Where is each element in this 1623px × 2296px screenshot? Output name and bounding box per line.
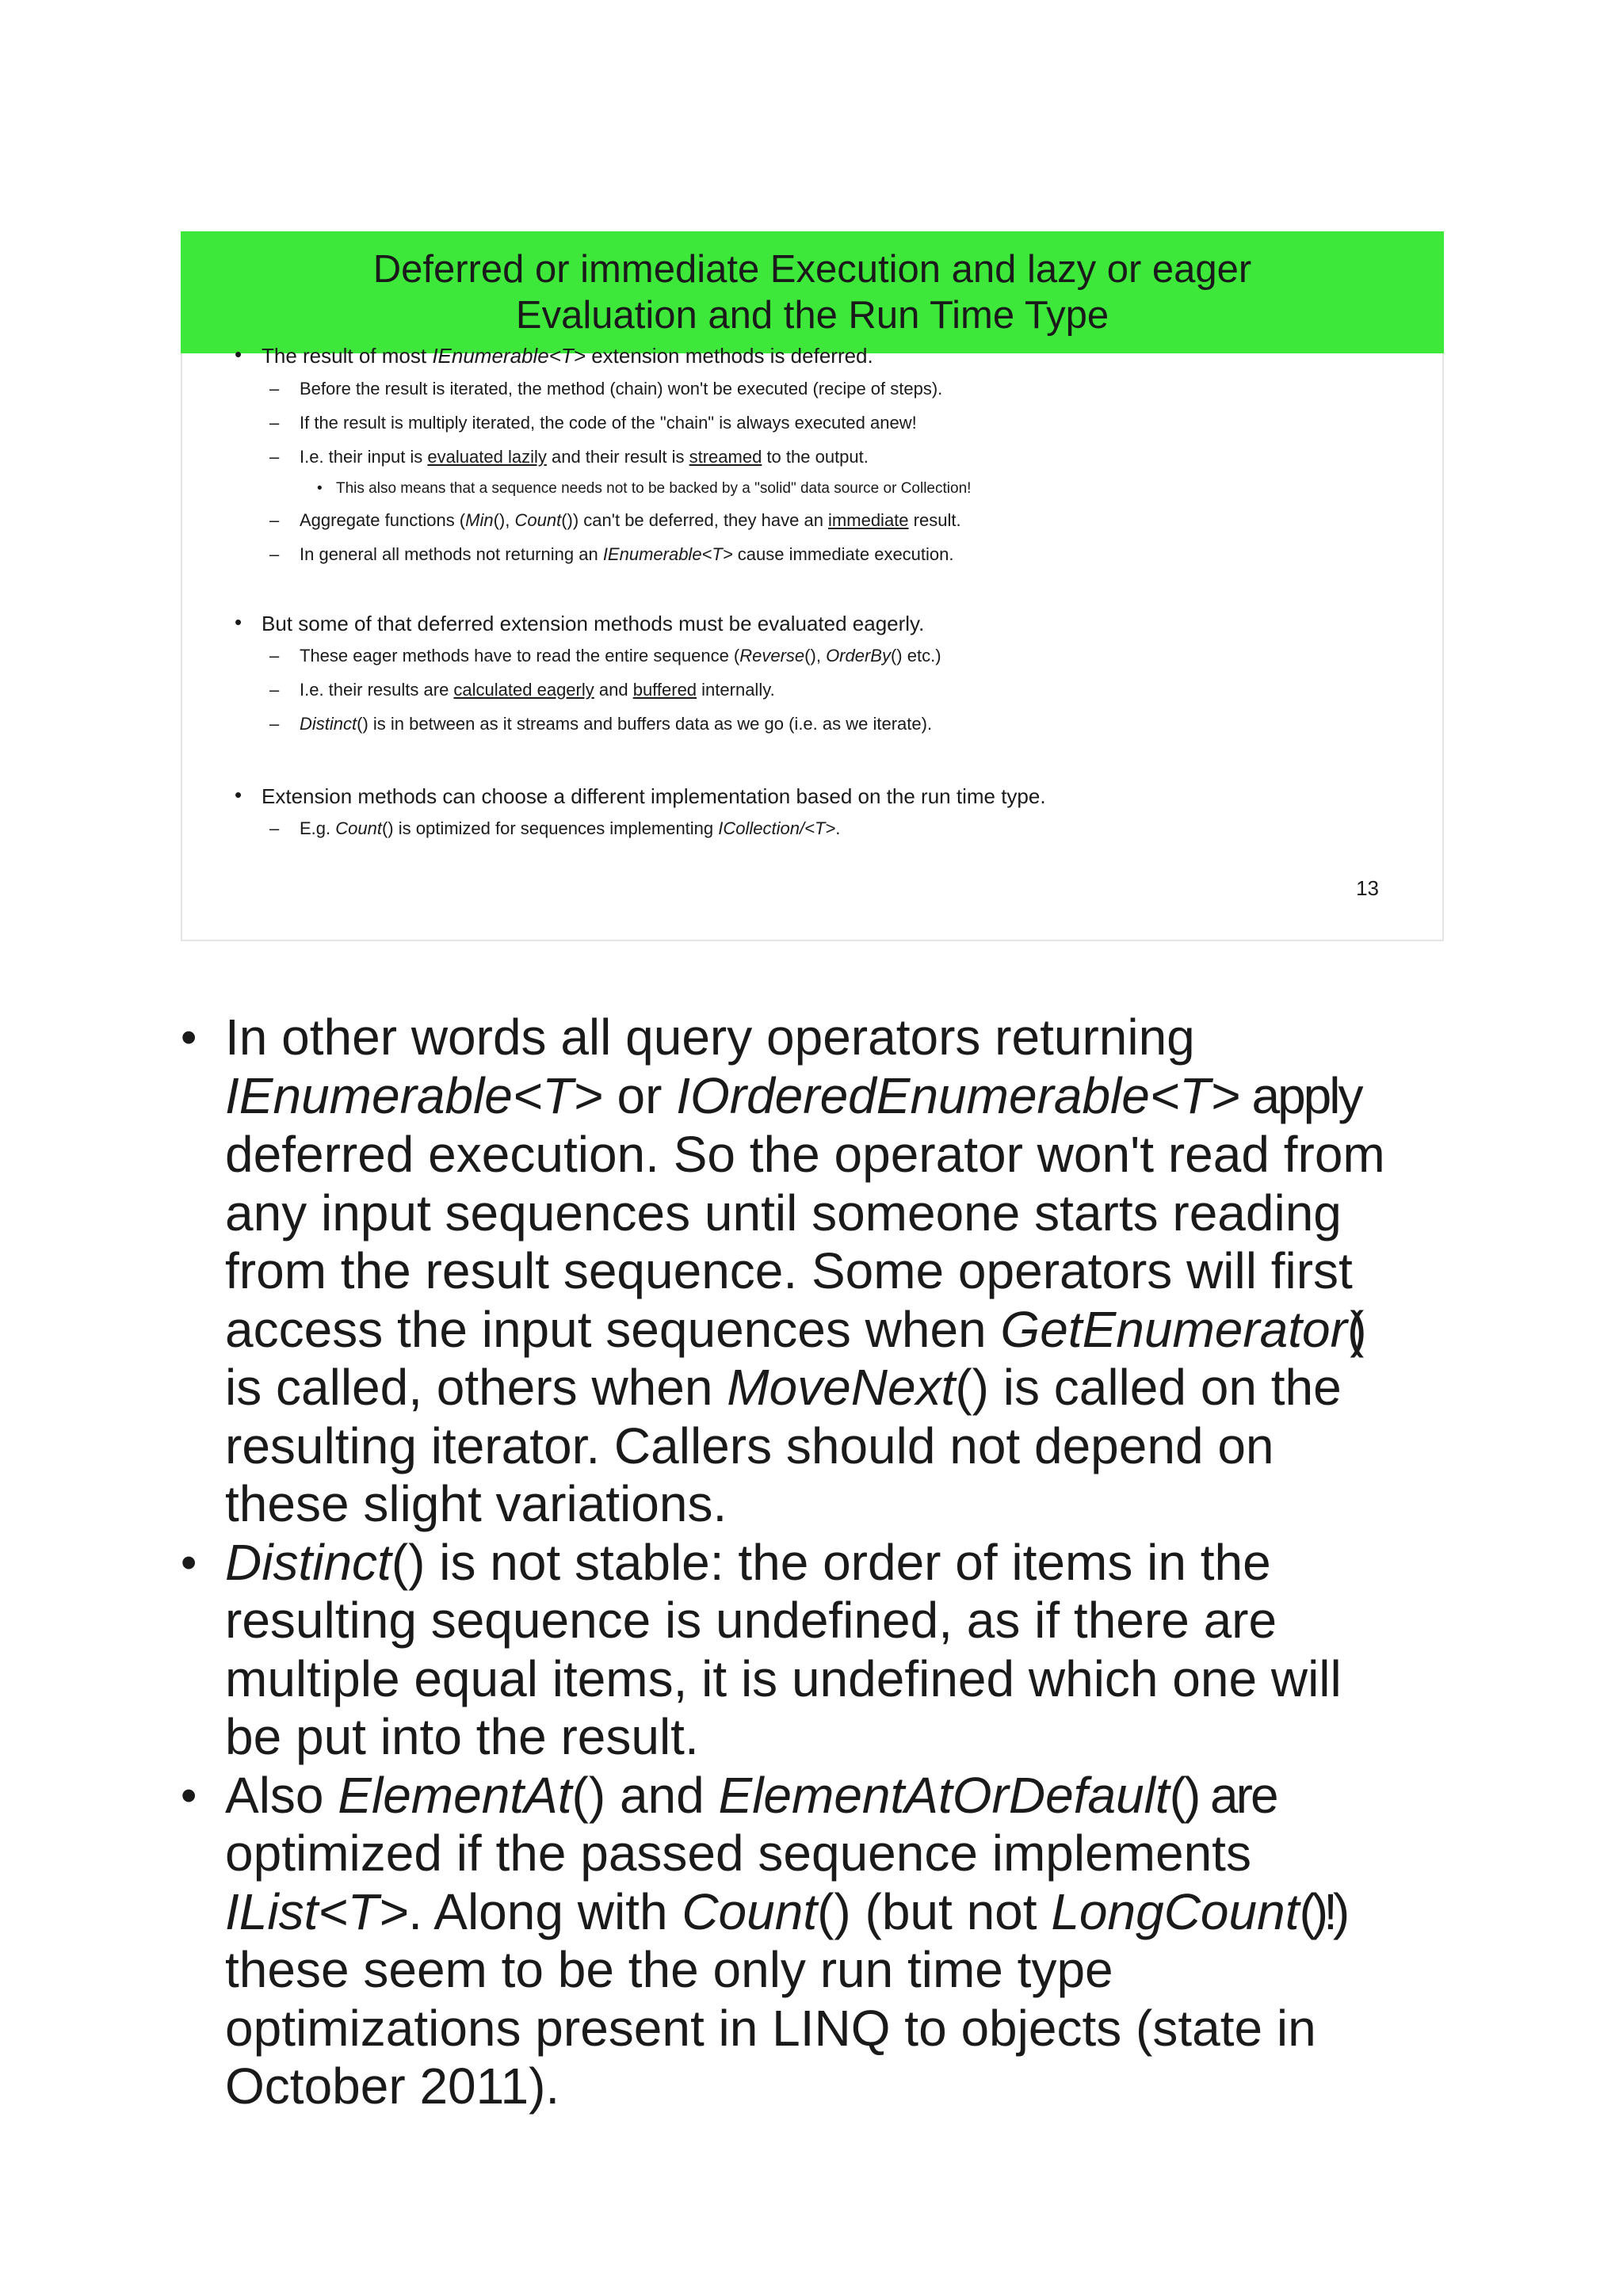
- slide-subbullet: – Distinct() is in between as it streams and buffers data as we go (i.e. as we iterate).: [269, 714, 933, 734]
- slide-subbullet: – In general all methods not returning an IEnumerable<T> cause immediate execution.: [269, 544, 954, 564]
- notes-line: any input sequences until someone starts reading: [225, 1184, 1342, 1241]
- notes-line: access the input sequences when GetEnumerator(): [225, 1301, 1353, 1358]
- notes-line: IEnumerable<T> or IOrderedEnumerable<T> apply: [225, 1067, 1361, 1124]
- notes-bullet: •: [181, 1012, 197, 1063]
- notes-line: resulting iterator. Callers should not depend on: [225, 1417, 1274, 1474]
- slide-subbullet: – These eager methods have to read the entire sequence (Reverse(), OrderBy() etc.): [269, 646, 941, 666]
- notes-line: IList<T>. Along with Count() (but not LongCount()!): [225, 1883, 1346, 1940]
- notes-line: these slight variations.: [225, 1475, 727, 1532]
- notes-line: resulting sequence is undefined, as if there are: [225, 1592, 1277, 1649]
- notes-bullet: •: [181, 1537, 197, 1589]
- notes-line: from the result sequence. Some operators will first: [225, 1242, 1353, 1299]
- notes-line: be put into the result.: [225, 1708, 699, 1765]
- slide-subbullet: – Before the result is iterated, the method (chain) won't be executed (recipe of steps).: [269, 379, 943, 399]
- slide-thumbnail: [181, 231, 1444, 941]
- notes-line: Also ElementAt() and ElementAtOrDefault() are: [225, 1767, 1277, 1824]
- notes-line: optimized if the passed sequence implements: [225, 1825, 1251, 1882]
- slide-subbullet: – I.e. their results are calculated eagerly and buffered internally.: [269, 680, 775, 700]
- notes-line: Distinct() is not stable: the order of items in the: [225, 1534, 1271, 1591]
- slide-subsubbullet: • This also means that a sequence needs not to be backed by a "solid" data source or Collection!: [317, 480, 972, 497]
- slide-title: [181, 231, 1444, 353]
- slide-title-line-2: Evaluation and the Run Time Type: [515, 294, 1109, 337]
- bullet-marker: •: [235, 342, 242, 366]
- notes-line: multiple equal items, it is undefined which one will: [225, 1650, 1342, 1707]
- notes-line: is called, others when MoveNext() is called on the: [225, 1359, 1342, 1416]
- notes-line: October 2011).: [225, 2058, 560, 2115]
- slide-bullet-3: • Extension methods can choose a different implementation based on the run time type.: [235, 783, 1046, 808]
- slide-bullet-2: • But some of that deferred extension methods must be evaluated eagerly.: [235, 610, 925, 635]
- slide-subbullet: – If the result is multiply iterated, the code of the "chain" is always executed anew!: [269, 413, 917, 433]
- notes-line: In other words all query operators returning: [225, 1009, 1195, 1066]
- slide-number: 13: [1356, 876, 1379, 900]
- slide-bullet-1: • The result of most IEnumerable<T> extension methods is deferred.: [235, 342, 873, 368]
- slide-subbullet: – Aggregate functions (Min(), Count()) can't be deferred, they have an immediate result.: [269, 510, 961, 530]
- notes-bullet: •: [181, 1770, 197, 1821]
- notes-line: optimizations present in LINQ to objects (state in: [225, 2000, 1316, 2057]
- notes-line: these seem to be the only run time type: [225, 1941, 1113, 1998]
- slide-title-line-1: Deferred or immediate Execution and lazy or eager: [372, 248, 1252, 291]
- slide-subbullet: – E.g. Count() is optimized for sequences implementing ICollection/<T>.: [269, 818, 841, 838]
- notes-line: deferred execution. So the operator won't read from: [225, 1126, 1385, 1183]
- slide-subbullet: – I.e. their input is evaluated lazily and their result is streamed to the output.: [269, 447, 869, 467]
